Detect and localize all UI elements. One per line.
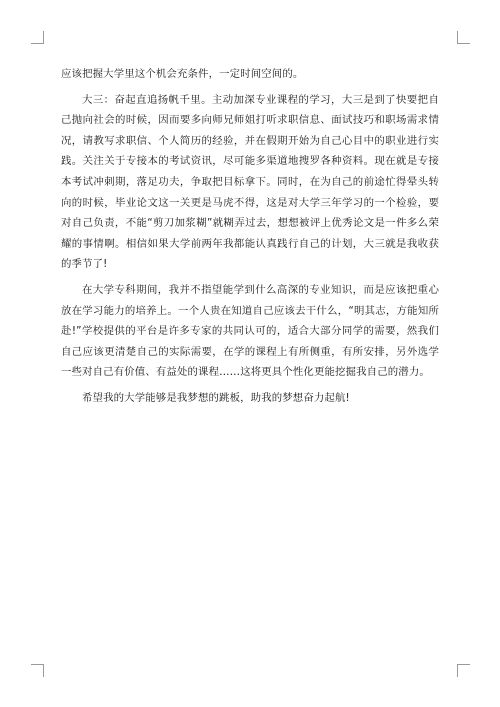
- crop-mark-top-right: [457, 31, 470, 44]
- crop-mark-top-left: [31, 31, 44, 44]
- paragraph-college-study: 在大学专科期间，我并不指望能学到什么高深的专业知识，而是应该把重心放在学习能力的培养上。一个人贵在知道自己应该去干什么，“明其志，方能知所赴!”学校提供的平台是许多专家的共同认可的，适合大部分同学的需要，然我们自己应该更清楚自己的实际需要，在学的课程上有所侧重，有所安排，另外选学一些对自己有价值、有益处的课程……这将更具个性化更能挖掘我自己的潜力。: [61, 283, 439, 379]
- document-body: [61, 64, 439, 414]
- paragraph-continuation: 应该把握大学里这个机会充条件，一定时间空间的。: [61, 68, 304, 80]
- paragraph-junior-year: 大三：奋起直追扬帆千里。主动加深专业课程的学习，大三是到了快要把自己抛向社会的时候，因而要多向师兄师姐打听求职信息、面试技巧和职场需求情况，请教写求职信、个人简历的经验，并在假期开始为自己心目中的职业进行实践。关注关于专接本的考试资讯，尽可能多渠道地搜罗各种资料。现在就是专接本考试冲刺期，落足功夫，争取把目标拿下。同时，在为自己的前途忙得晕头转向的时候，毕业论文这一关更是马虎不得，这是对大学三年学习的一个检验，要对自己负责，不能“剪刀加浆糊”就糊弄过去，想想被评上优秀论文是一件多么荣耀的事情啊。相信如果大学前两年我都能认真践行自己的计划，大三就是我收获的季节了!: [61, 93, 439, 271]
- crop-mark-bottom-right: [457, 664, 470, 677]
- crop-mark-bottom-left: [31, 664, 44, 677]
- paragraph-closing-wish: 希望我的大学能够是我梦想的跳板，助我的梦想奋力起航!: [82, 391, 350, 404]
